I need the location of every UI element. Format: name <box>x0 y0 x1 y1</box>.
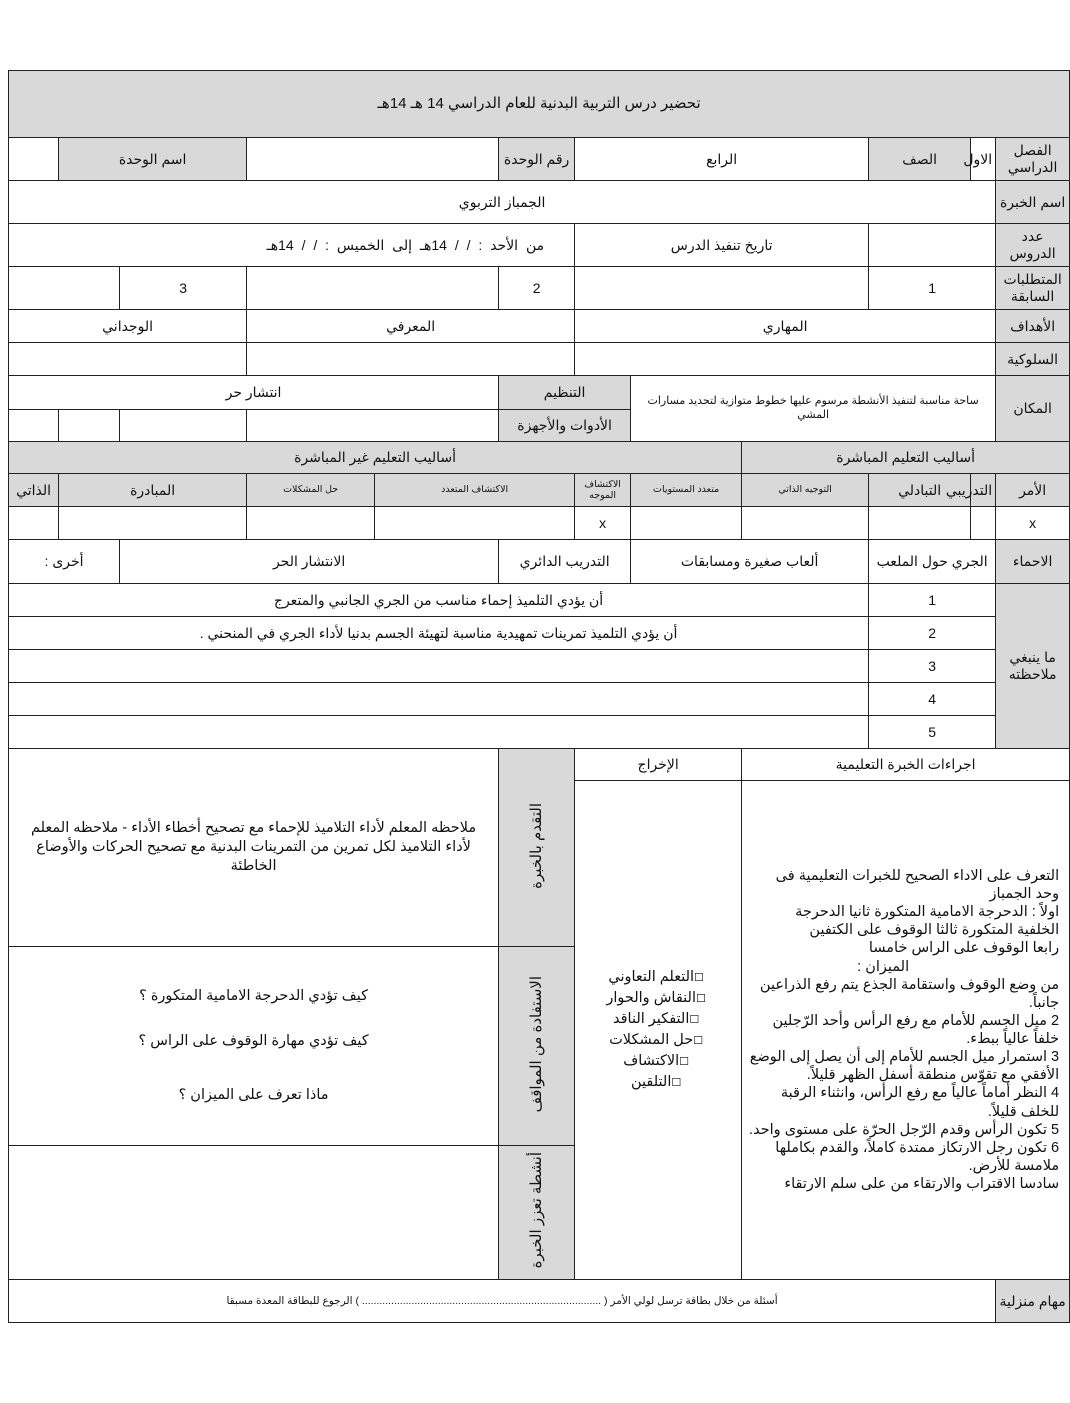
homework-value: أسئلة من خلال بطاقة ترسل لولي الأمر ( .................................................................................. ) الرجوع للبطاقة المعدة مسبقا <box>9 1280 996 1323</box>
procedure-line: 6 تكون رجل الارتكاز ممتدة كاملاً، والقدم بكاملها ملامسة للأرض. <box>775 1139 1060 1174</box>
output-option-discovery: ☐الاكتشاف <box>623 1053 690 1070</box>
method-mark-multi-level <box>631 507 742 540</box>
procedures-content <box>742 781 1070 1280</box>
method-self: الذاتي <box>9 474 59 507</box>
observation-text-5 <box>9 716 869 749</box>
tools-value-2 <box>120 410 247 442</box>
method-mark-initiative <box>59 507 247 540</box>
procedure-line: 2 ميل الجسم للأمام مع رفع الرأس وأحد الرّجلين خلفاً عالياً ببطء. <box>772 1012 1060 1047</box>
output-option-indoctrination: ☐التلقين <box>631 1074 682 1091</box>
progress-label-cell <box>499 749 575 947</box>
lesson-plan-table <box>8 70 1070 1323</box>
output-option-cooperative: ☐التعلم التعاوني <box>608 968 704 985</box>
experience-label: اسم الخبرة <box>996 181 1070 224</box>
checkbox-icon: ☐ <box>671 1076 682 1090</box>
checkbox-icon: ☐ <box>679 1055 690 1069</box>
observations-label: ما ينبغي ملاحظته <box>996 584 1070 749</box>
method-divergent-discovery: الاكتشاف المتعدد <box>375 474 575 507</box>
procedures-header: اجراءات الخبرة التعليمية <box>742 749 1070 781</box>
method-mark-command: x <box>996 507 1070 540</box>
observation-number-5: 5 <box>869 716 996 749</box>
lesson-plan-form <box>8 70 1066 1323</box>
activities-value <box>9 1146 499 1280</box>
procedure-line: التعرف على الاداء الصحيح للخبرات التعليمية فى وحد الجمباز <box>775 867 1060 902</box>
observation-number-3: 3 <box>869 650 996 683</box>
observation-text-4 <box>9 683 869 716</box>
warmup-free-spread: الانتشار الحر <box>120 540 499 584</box>
prerequisites-label: المتطلبات السابقة <box>996 267 1070 310</box>
method-command: الأمر <box>996 474 1070 507</box>
goal-cognitive-header: المعرفي <box>247 310 575 343</box>
method-multi-level: متعدد المستويات <box>631 474 742 507</box>
progress-text: ملاحظه المعلم لأداء التلاميذ للإحماء مع تصحيح أخطاء الأداء - ملاحظه المعلم لأداء التلاميذ لكل تمرين من التمرينات البدنية مع تصحيح الحركات والأوضاع الخاطئة <box>9 749 499 947</box>
checkbox-icon: ☐ <box>689 1012 700 1026</box>
method-mark-reciprocal <box>869 507 971 540</box>
method-practice: التدريبي <box>971 474 996 507</box>
observation-text-2: أن يؤدي التلميذ تمرينات تمهيدية مناسبة لتهيئة الجسم بدنيا لأداء الجري في المنحني . <box>9 617 869 650</box>
prerequisite-2-text <box>247 267 499 310</box>
procedure-line: من وضع الوقوف واستقامة الجذع يتم رفع الذراعين جانباً. <box>759 976 1060 1011</box>
unit-number-label: رقم الوحدة <box>499 138 575 181</box>
benefit-label-cell <box>499 947 575 1146</box>
method-mark-practice <box>971 507 996 540</box>
warmup-label: الاحماء <box>996 540 1070 584</box>
procedure-line: الخلفية المتكورة ثالثا الوقوف على الكتفين <box>809 922 1060 939</box>
observation-text-3 <box>9 650 869 683</box>
lessons-count-label: عدد الدروس <box>996 224 1070 267</box>
tools-value-4 <box>9 410 59 442</box>
lesson-date-label: تاريخ تنفيذ الدرس <box>575 224 869 267</box>
goal-affective-header: الوجداني <box>9 310 247 343</box>
indirect-methods-header: أساليب التعليم غير المباشرة <box>9 442 742 474</box>
prerequisite-3-text <box>9 267 120 310</box>
observation-number-2: 2 <box>869 617 996 650</box>
question-1: كيف تؤدي الدحرجة الامامية المتكورة ؟ <box>139 987 369 1004</box>
prerequisite-2: 2 <box>499 267 575 310</box>
place-label: المكان <box>996 376 1070 442</box>
checkbox-icon: ☐ <box>694 970 704 984</box>
method-mark-guided-discovery: x <box>575 507 631 540</box>
lessons-count-value <box>869 224 996 267</box>
warmup-small-games: ألعاب صغيرة ومسابقات <box>631 540 869 584</box>
method-initiative: المبادرة <box>59 474 247 507</box>
prerequisite-1-text <box>575 267 869 310</box>
goals-label: الأهداف <box>996 310 1070 343</box>
warmup-circuit: التدريب الدائري <box>499 540 631 584</box>
organization-label: التنظيم <box>499 376 631 410</box>
activities-label: أنشطة تعزز الخبرة <box>527 1152 545 1269</box>
procedure-line: 3 استمرار ميل الجسم للأمام إلى أن يصل إلى الوضع الأفقي مع تقوّس منطقة أسفل الظهر قليلاً. <box>749 1049 1060 1084</box>
procedure-line: الميزان : <box>857 958 910 975</box>
procedure-line: رابعا الوقوف على الراس خامسا <box>868 940 1060 957</box>
output-header: الإخراج <box>575 749 742 781</box>
output-option-discussion: ☐النقاش والحوار <box>606 989 706 1006</box>
tools-value-3 <box>59 410 120 442</box>
grade-value: الرابع <box>575 138 869 181</box>
form-title: تحضير درس التربية البدنية للعام الدراسي 14 هـ 14هـ <box>9 71 1070 138</box>
observation-number-4: 4 <box>869 683 996 716</box>
procedure-line: اولاً : الدحرجة الامامية المتكورة ثانيا الدحرجة <box>795 904 1060 921</box>
goal-skill-value <box>575 343 996 376</box>
organization-value: انتشار حر <box>9 376 499 410</box>
homework-label: مهام منزلية <box>996 1280 1070 1323</box>
method-reciprocal: التبادلي <box>869 474 971 507</box>
place-value: ساحة مناسبة لتنفيذ الأنشطة مرسوم عليها خطوط متوازية لتحديد مسارات المشي <box>631 376 996 442</box>
checkbox-icon: ☐ <box>696 991 706 1005</box>
grade-label: الصف <box>869 138 971 181</box>
semester-label: الفصل الدراسي <box>996 138 1070 181</box>
tools-value-1 <box>247 410 499 442</box>
checkbox-icon: ☐ <box>693 1034 704 1047</box>
benefit-label: الاستفادة من المواقف <box>527 975 545 1113</box>
method-mark-problem-solving <box>247 507 375 540</box>
method-guided-discovery: الاكتشاف الموجه <box>575 474 631 507</box>
procedure-line: سادسا الاقتراب والارتقاء من على سلم الارتقاء <box>784 1176 1060 1192</box>
progress-label: التقدم بالخبرة <box>527 802 545 889</box>
goal-skill-header: المهاري <box>575 310 996 343</box>
unit-name-label: اسم الوحدة <box>59 138 247 181</box>
method-mark-self-directed <box>742 507 869 540</box>
benefit-questions <box>9 947 499 1146</box>
goal-cognitive-value <box>247 343 575 376</box>
procedure-line: 4 النظر أماماً عالياً مع رفع الرأس، وانثناء الرقبة للخلف قليلاً. <box>780 1085 1060 1120</box>
lesson-date-value: من الأحد : / / 14هـ إلى الخميس : / / 14هـ <box>9 224 575 267</box>
output-option-problem-solving: ☐حل المشكلات <box>609 1032 704 1048</box>
goal-affective-value <box>9 343 247 376</box>
prerequisite-3: 3 <box>120 267 247 310</box>
observation-text-1: أن يؤدي التلميذ إحماء مناسب من الجري الجانبي والمتعرج <box>9 584 869 617</box>
experience-value: الجمباز التربوي <box>9 181 996 224</box>
observation-number-1: 1 <box>869 584 996 617</box>
output-options <box>575 781 742 1280</box>
method-self-directed: التوجيه الذاتي <box>742 474 869 507</box>
unit-name-value <box>9 138 59 181</box>
behavioral-label: السلوكية <box>996 343 1070 376</box>
method-mark-divergent-discovery <box>375 507 575 540</box>
warmup-other: أخرى : <box>9 540 120 584</box>
activities-label-cell <box>499 1146 575 1280</box>
procedure-line: 5 تكون الرأس وقدم الرّجل الحرّة على مستوى واحد. <box>749 1121 1060 1138</box>
question-2: كيف تؤدي مهارة الوقوف على الراس ؟ <box>138 1032 369 1049</box>
method-problem-solving: حل المشكلات <box>247 474 375 507</box>
prerequisite-1: 1 <box>869 267 996 310</box>
tools-label: الأدوات والأجهزة <box>499 410 631 442</box>
question-3: ماذا تعرف على الميزان ؟ <box>178 1087 329 1104</box>
method-mark-self <box>9 507 59 540</box>
output-option-critical-thinking: ☐التفكير الناقد <box>613 1010 700 1027</box>
warmup-running: الجري حول الملعب <box>869 540 996 584</box>
unit-number-value <box>247 138 499 181</box>
direct-methods-header: أساليب التعليم المباشرة <box>742 442 1070 474</box>
semester-value: الاول <box>971 138 996 181</box>
